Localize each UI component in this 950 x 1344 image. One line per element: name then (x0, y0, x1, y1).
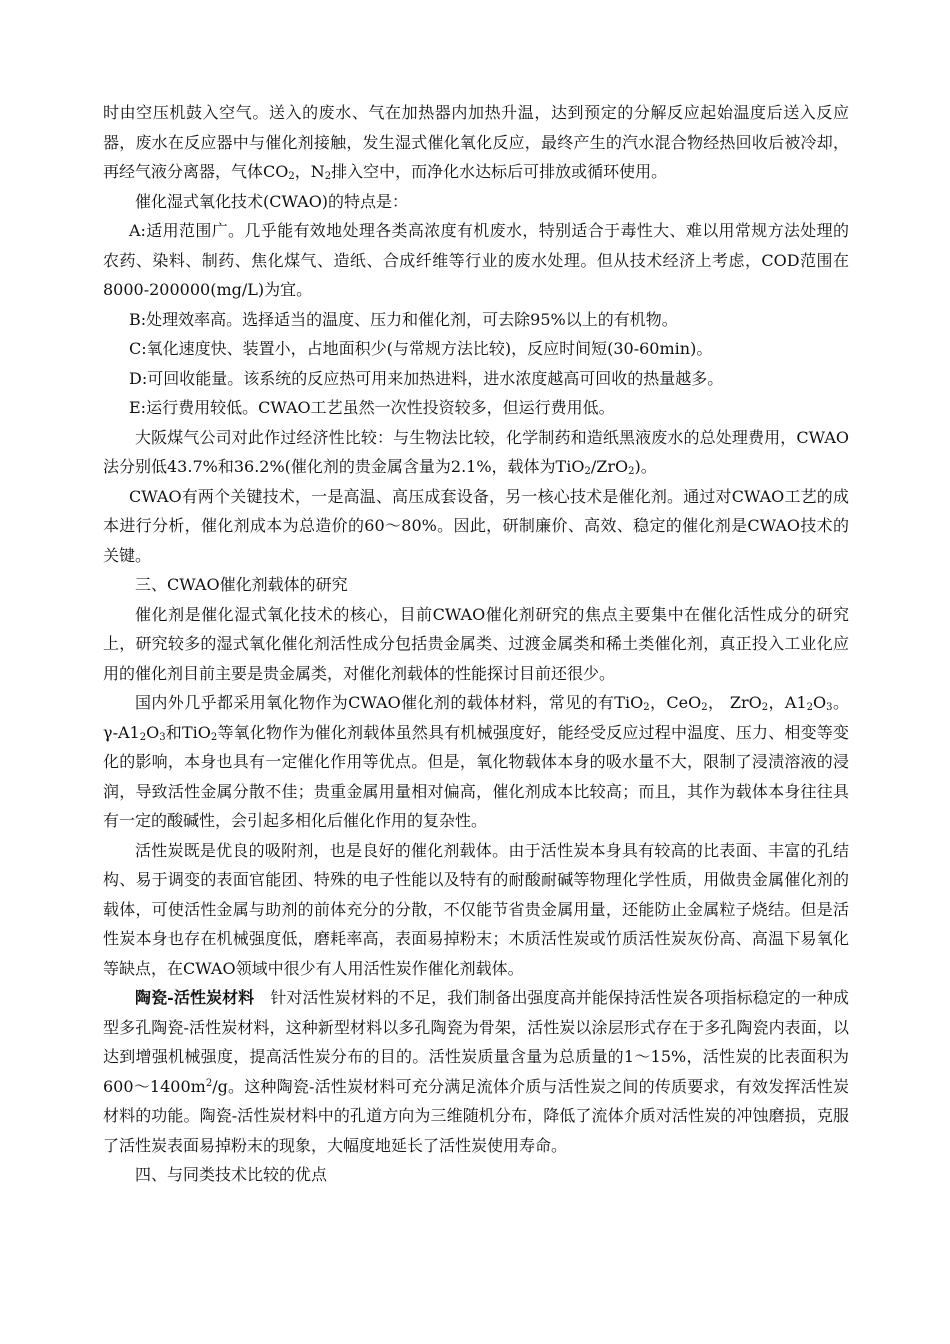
paragraph-process-flow (103, 98, 849, 187)
subscript-text: 2 (628, 466, 635, 477)
subscript-text: 2 (584, 466, 591, 477)
text-run: D:可回收能量。该系统的反应热可用来加热进料，进水浓度越高可回收的热量越多。 (129, 368, 724, 388)
text-run: ，CeO (649, 693, 702, 712)
text-run: E:运行费用较低。CWAO工艺虽然一次性投资较多，但运行费用低。 (129, 398, 615, 417)
text-run: 和TiO (165, 722, 211, 742)
section-heading-advantages (103, 1160, 849, 1190)
paragraph-feature-b (103, 305, 849, 335)
subscript-text: 2 (324, 171, 332, 182)
text-run: 催化剂是催化湿式氧化技术的核心，目前CWAO催化剂研究的焦点主要集中在催化活性成分的研究上，研究较多的湿式氧化催化剂活性成分包括贵金属类、过渡金属类和稀土类催化剂，真正投入工业化应用的催化剂目前主要是贵金属类，对催化剂载体的性能探讨目前还很少。 (103, 604, 849, 683)
text-run: 催化湿式氧化技术(CWAO)的特点是： (135, 191, 409, 211)
paragraph-osaka-gas-comparison (103, 423, 849, 482)
paragraph-feature-e (103, 393, 849, 423)
paragraph-feature-c (103, 334, 849, 364)
text-run: 国内外几乎都采用氧化物作为CWAO催化剂的载体材料，常见的有TiO (135, 693, 644, 712)
text-run: 排入空中，而净化水达标后可排放或循环使用。 (331, 162, 668, 181)
subscript-text: 2 (643, 702, 650, 713)
text-run: ，N (294, 162, 325, 181)
text-run: 四、与同类技术比较的优点 (135, 1165, 328, 1184)
text-run: ，A1 (768, 693, 807, 712)
section-heading-catalyst-support (103, 570, 849, 600)
paragraph-activated-carbon (103, 836, 849, 984)
subscript-text: 3 (159, 731, 166, 743)
paragraph-feature-a (103, 216, 849, 305)
text-run: 活性炭既是优良的吸附剂，也是良好的催化剂载体。由于活性炭本身具有较高的比表面、丰富的孔结构、易于调变的表面官能团、特殊的电子性能以及特有的耐酸耐碱等物理化学性质，用做贵金属催化剂的载体，可使活性金属与助剂的前体充分的分散，不仅能节省贵金属用量，还能防止金属粒子烧结。但是活性炭本身也存在机械强度低，磨耗率高，表面易掉粉末；木质活性炭或竹质活性炭灰份高、高温下易氧化等缺点，在CWAO领域中很少有人用活性炭作催化剂载体。 (103, 840, 849, 978)
paragraph-ceramic-carbon-material (103, 983, 849, 1160)
text-run: C:氧化速度快、装置小，占地面积少(与常规方法比较)，反应时间短(30-60min)。 (129, 339, 713, 358)
subscript-text: 2 (210, 731, 218, 743)
document-body (103, 98, 849, 1190)
paragraph-cwao-features-intro (103, 187, 849, 217)
subscript-text: 2 (806, 702, 814, 713)
subscript-text: 2 (288, 171, 295, 182)
paragraph-feature-d (103, 364, 849, 394)
text-run: O (146, 722, 160, 742)
text-run: ， ZrO (707, 693, 762, 712)
text-run: B:处理效率高。选择适当的温度、压力和催化剂，可去除95%以上的有机物。 (129, 309, 678, 329)
bold-lead-text: 陶瓷-活性炭材料 (135, 988, 255, 1007)
text-run: /g。这种陶瓷-活性炭材料可充分满足流体介质与活性炭之间的传质要求，有效发挥活性炭材料的功能。陶瓷-活性炭材料中的孔道方向为三维随机分布，降低了流体介质对活性炭的冲蚀磨损，克服了活性炭表面易掉粉末的现象，大幅度地延长了活性炭使用寿命。 (103, 1076, 849, 1155)
paragraph-oxide-supports (103, 688, 849, 836)
paragraph-key-technologies (103, 482, 849, 571)
text-run: 三、CWAO催化剂载体的研究 (135, 575, 348, 594)
text-run: 大阪煤气公司对此作过经济性比较：与生物法比较，化学制药和造纸黑液废水的总处理费用，CWAO法分别低43.7%和36.2%(催化剂的贵金属含量为2.1%，载体为TiO (103, 427, 849, 476)
subscript-text: 2 (761, 702, 769, 713)
text-run: O (813, 693, 827, 712)
subscript-text: 2 (701, 702, 708, 713)
paragraph-catalyst-core (103, 600, 849, 689)
subscript-text: 2 (139, 731, 147, 743)
subscript-text: 3 (826, 702, 833, 713)
text-run: CWAO有两个关键技术，一是高温、高压成套设备，另一核心技术是催化剂。通过对CWAO工艺的成本进行分析，催化剂成本为总造价的60～80%。因此，研制廉价、高效、稳定的催化剂是CWAO技术的关键。 (103, 486, 849, 565)
text-run: 时由空压机鼓入空气。送入的废水、气在加热器内加热升温，达到预定的分解反应起始温度后送入反应器，废水在反应器中与催化剂接触，发生湿式催化氧化反应，最终产生的汽水混合物经热回收后被冷却，再经气液分离器，气体CO (103, 103, 849, 181)
text-run: A:适用范围广。几乎能有效地处理各类高浓度有机废水，特别适合于毒性大、难以用常规方法处理的农药、染料、制药、焦化煤气、造纸、合成纤维等行业的废水处理。但从技术经济上考虑，COD范围在8000-200000(mg/L)为宜。 (103, 221, 849, 299)
text-run: /ZrO (590, 457, 629, 476)
text-run: )。 (634, 457, 657, 476)
text-run: 等氧化物作为催化剂载体虽然具有机械强度好，能经受反应过程中温度、压力、相变等变化的影响，本身也具有一定催化作用等优点。但是，氧化物载体本身的吸水量不大，限制了浸渍溶液的浸润，导致活性金属分散不佳；贵重金属用量相对偏高，催化剂成本比较高；而且，其作为载体本身往往具有一定的酸碱性，会引起多相化后催化作用的复杂性。 (103, 722, 849, 830)
text-run: 针对活性炭材料的不足，我们制备出强度高并能保持活性炭各项指标稳定的一种成型多孔陶瓷-活性炭材料，这种新型材料以多孔陶瓷为骨架，活性炭以涂层形式存在于多孔陶瓷内表面，以达到增强机械强度，提高活性炭分布的目的。活性炭质量含量为总质量的1～15%，活性炭的比表面积为600～1400m (103, 988, 849, 1096)
text-run: 。γ-A1 (103, 693, 849, 742)
superscript-text: 2 (205, 1077, 213, 1089)
